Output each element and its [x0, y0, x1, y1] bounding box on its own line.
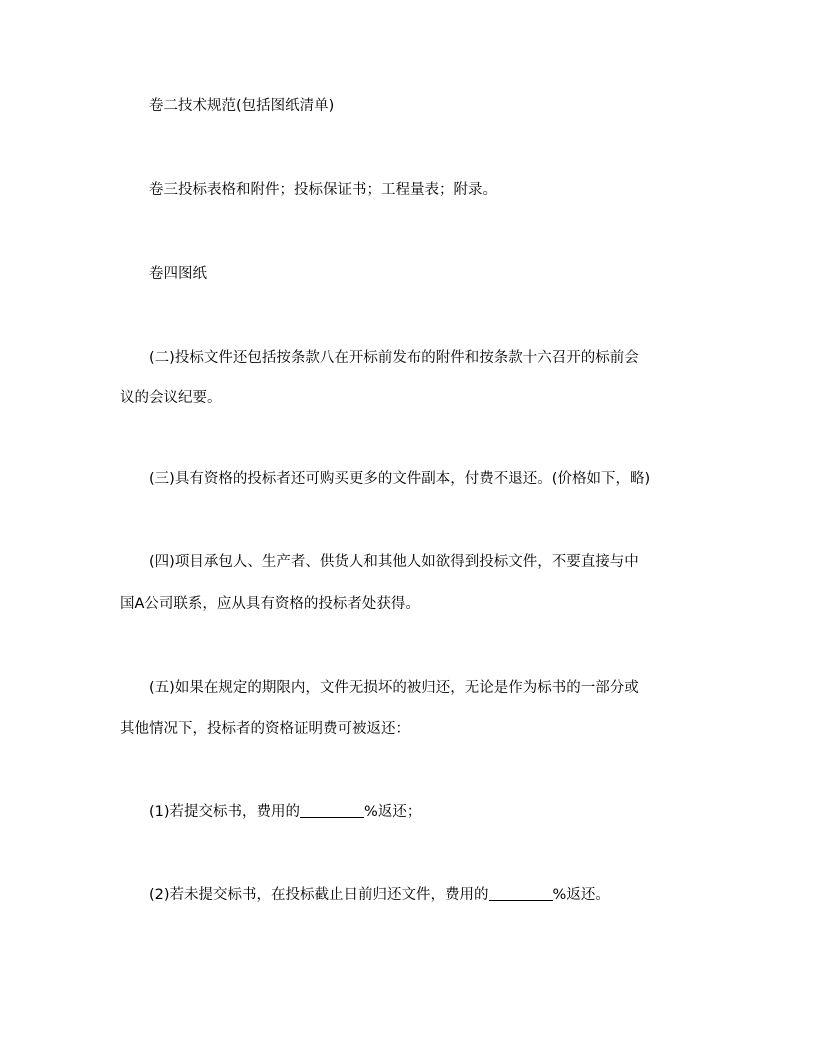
item-2-text-1: (二)投标文件还包括按条款八在开标前发布的附件和按条款十六召开的标前会 — [149, 350, 639, 366]
volume-4-line — [120, 264, 729, 285]
volume-4-text: 卷四图纸 — [149, 266, 207, 282]
sub-item-1-line — [120, 802, 729, 823]
volume-2-text: 卷二技术规范(包括图纸清单) — [149, 98, 335, 114]
item-5-text-1: (五)如果在规定的期限内，文件无损坏的被归还，无论是作为标书的一部分或 — [149, 680, 639, 696]
volume-2-line — [120, 96, 729, 117]
item-2-text-2: 议的会议纪要。 — [120, 390, 222, 406]
item-3-text-1: (三)具有资格的投标者还可购买更多的文件副本，付费不退还。(价格如下，略) — [149, 471, 651, 487]
item-4-line-2 — [120, 594, 700, 615]
item-4-text-1: (四)项目承包人、生产者、供货人和其他人如欲得到投标文件，不要直接与中 — [149, 554, 639, 570]
item-2-line-1 — [120, 348, 729, 369]
sub-item-2-suffix: %返还。 — [552, 887, 610, 903]
volume-3-text: 卷三投标表格和附件；投标保证书；工程量表；附录。 — [149, 182, 497, 198]
item-5-text-2: 其他情况下，投标者的资格证明费可被返还： — [120, 721, 410, 737]
sub-item-2-line — [120, 885, 729, 906]
item-5-line-1 — [120, 678, 729, 699]
item-3-line-1 — [120, 469, 729, 490]
volume-3-line — [120, 180, 729, 201]
item-4-text-2: 国A公司联系，应从具有资格的投标者处获得。 — [120, 596, 420, 612]
sub-item-1-prefix: (1)若提交标书，费用的 — [149, 804, 301, 820]
item-4-line-1 — [120, 552, 729, 573]
item-2-line-2 — [120, 388, 700, 409]
sub-item-2-blank — [489, 886, 553, 901]
sub-item-1-blank — [300, 803, 364, 818]
sub-item-2-prefix: (2)若未提交标书，在投标截止日前归还文件，费用的 — [149, 887, 489, 903]
item-5-line-2 — [120, 719, 700, 740]
sub-item-1-suffix: %返还； — [364, 804, 422, 820]
